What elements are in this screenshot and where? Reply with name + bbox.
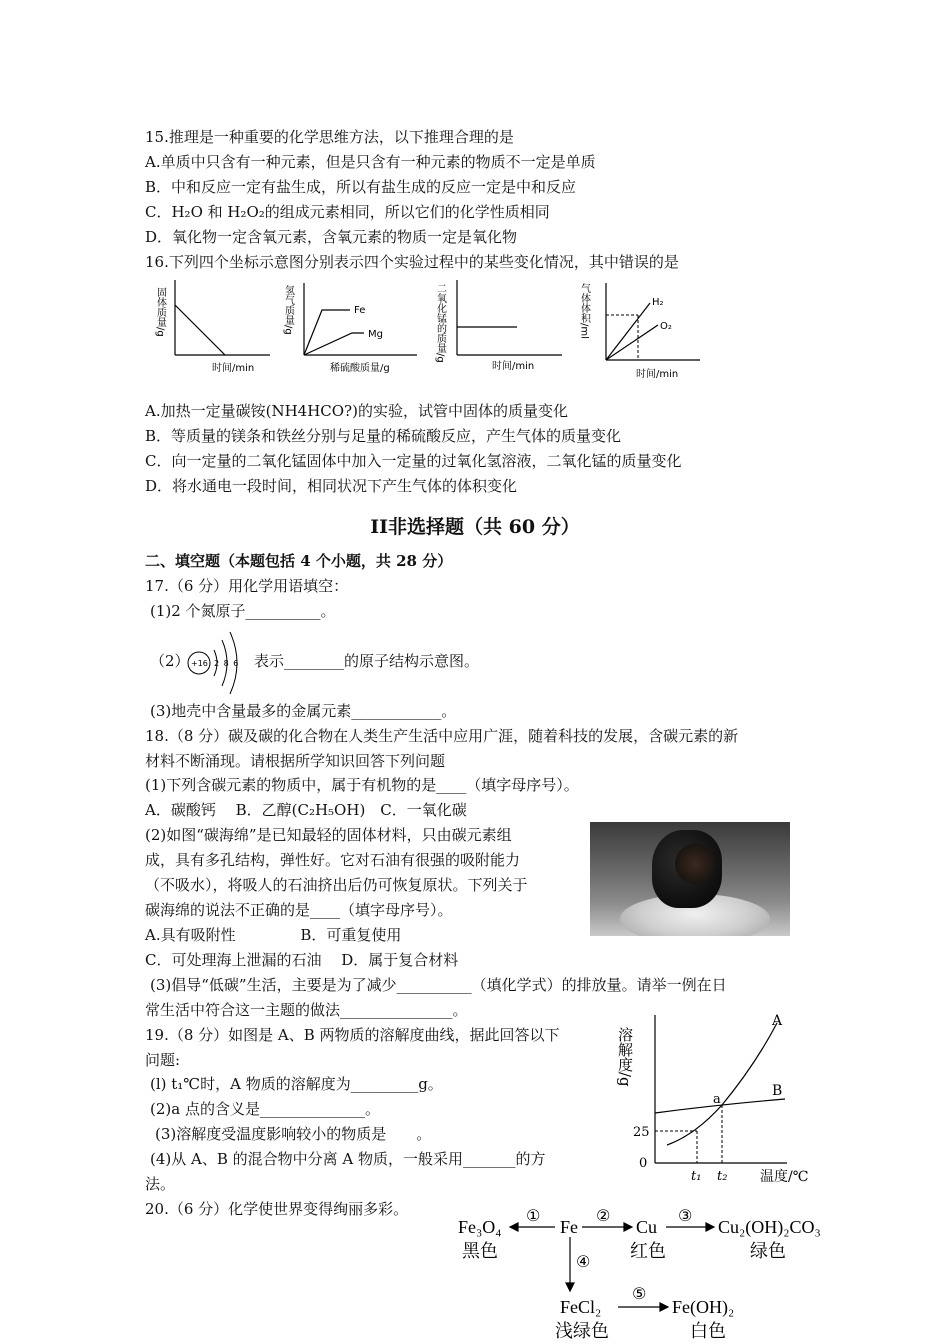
fecl2-color: 浅绿色 [555,1321,609,1341]
solubility-ylabel: 溶解度/g [616,1027,634,1087]
graph4-h2-label: H₂ [652,297,664,308]
q16-option-b: B．等质量的镁条和铁丝分别与足量的稀硫酸反应，产生气体的质量变化 [145,427,622,445]
iron-transformation-diagram [450,1195,845,1344]
graph2-fe-label: Fe [354,305,366,316]
q18-line2: 材料不断涌现。请根据所学知识回答下列问题 [145,752,446,770]
q17-stem: 17.（6 分）用化学用语填空： [145,577,349,595]
solubility-chart [615,1005,820,1190]
graph2-xlabel: 稀硫酸质量/g [330,363,390,374]
q16-option-c: C．向一定量的二氧化锰固体中加入一定量的过氧化氢溶液，二氧化锰的质量变化 [145,452,682,470]
q16-graph-3 [432,275,567,380]
q16-graph-1 [150,275,275,380]
graph2-ylabel: 氢气质量/g [282,285,294,335]
q15-option-b: B．中和反应一定有盐生成，所以有盐生成的反应一定是中和反应 [145,178,577,196]
q18-line8: 碳海绵的说法不正确的是____（填字母序号）。 [145,901,453,919]
cu-color: 红色 [630,1241,666,1261]
step-1: ① [526,1206,541,1225]
graph3-xlabel: 时间/min [492,361,535,372]
fe3o4-label: Fe₃O₄ [458,1217,502,1237]
graph4-ylabel: 气体体积/ml [578,283,590,339]
section-title: II非选择题（共 60 分） [370,516,580,538]
q18-line7: （不吸水），将吸人的石油挤出后仍可恢复原状。下列关于 [145,876,528,894]
graph1-xlabel: 时间/min [212,363,255,374]
graph1-ylabel: 固体质量/g [154,287,166,337]
q15-option-d: D．氧化物一定含氧元素，含氧元素的物质一定是氧化物 [145,228,518,246]
feoh2-color: 白色 [690,1321,726,1341]
q19-line5: (3)溶解度受温度影响较小的物质是 。 [155,1125,432,1143]
q15-option-c: C．H₂O 和 H₂O₂的组成元素相同，所以它们的化学性质相同 [145,203,550,221]
section2-title: 二、填空题（本题包括 4 个小题，共 28 分） [145,552,453,570]
feoh2-label: Fe(OH)₂ [672,1297,735,1317]
curve-a-label: A [772,1013,783,1029]
graph2-mg-label: Mg [368,329,383,340]
graph4-curve-h2 [606,303,650,360]
q18-line6: 成，具有多孔结构，弹性好。它对石油有很强的吸附能力 [145,851,521,869]
y-tick-25: 25 [633,1125,650,1140]
q16-graph-4 [578,275,708,383]
q16-option-d: D．将水通电一段时间，相同状况下产生气体的体积变化 [145,477,518,495]
graph1-curve [175,305,225,355]
atom-nucleus-label: +16 [191,659,208,668]
graph4-o2-label: O₂ [660,321,672,332]
q17-part2-suffix: 表示________的原子结构示意图。 [254,652,480,670]
graph2-curve-mg [304,333,364,355]
q16-graph-2 [282,275,422,380]
step-3: ③ [678,1206,693,1225]
q16-stem: 16.下列四个坐标示意图分别表示四个实验过程中的某些变化情况，其中错误的是 [145,253,679,271]
q18-line4: A．碳酸钙 B．乙醇(C₂H₅OH) C．一氧化碳 [145,801,467,819]
q16-option-a: A.加热一定量碳铵(NH4HCO?)的实验，试管中固体的质量变化 [145,402,568,420]
q18-line3: (1)下列含碳元素的物质中，属于有机物的是____（填字母序号）。 [145,776,579,794]
cu-label: Cu [636,1217,658,1237]
curve-b-label: B [772,1083,783,1099]
atom-structure-diagram [186,630,252,696]
t1-label: t₁ [691,1169,702,1184]
fecl2-label: FeCl₂ [560,1297,602,1317]
q20-stem: 20.（6 分）化学使世界变得绚丽多彩。 [145,1200,409,1218]
atom-shell-electrons: 2 8 6 [214,659,240,668]
graph4-xlabel: 时间/min [636,369,679,380]
q19-line6: (4)从 A、B 的混合物中分离 A 物质，一般采用_______的方 [150,1150,546,1168]
carbon-sponge-photo [590,822,790,936]
q17-part3: (3)地壳中含量最多的金属元素____________。 [150,702,457,720]
step-2: ② [596,1206,611,1225]
q19-line1: 19.（8 分）如图是 A、B 两物质的溶解度曲线，据此回答以下 [145,1026,560,1044]
graph2-curve-fe [304,310,350,355]
q15-option-a: A.单质中只含有一种元素，但是只含有一种元素的物质不一定是单质 [145,153,596,171]
cu2oh2co3-color: 绿色 [750,1241,786,1261]
q17-part2-prefix: （2） [150,652,190,670]
q18-line9: A.具有吸附性 B．可重复使用 [145,926,402,944]
fe3o4-color: 黑色 [462,1241,498,1261]
t2-label: t₂ [717,1169,728,1184]
q15-stem: 15.推理是一种重要的化学思维方法，以下推理合理的是 [145,128,514,146]
q18-line12: 常生活中符合这一主题的做法_______________。 [145,1001,468,1019]
point-a-label: a [713,1092,721,1107]
step-4: ④ [576,1252,591,1271]
q17-part1: (1)2 个氮原子__________。 [150,602,336,620]
step-5: ⑤ [632,1284,647,1303]
cu2oh2co3-label: Cu₂(OH)₂CO₃ [718,1217,821,1237]
q19-line3: (l) t₁℃时，A 物质的溶解度为_________g。 [150,1075,443,1093]
q18-line10: C．可处理海上泄漏的石油 D．属于复合材料 [145,951,459,969]
fe-label: Fe [560,1217,578,1237]
solubility-xlabel: 温度/℃ [760,1169,809,1185]
q19-line4: (2)a 点的含义是______________。 [150,1100,380,1118]
origin-label: 0 [639,1156,648,1171]
q19-line7: 法。 [145,1175,176,1193]
q18-line5: (2)如图“碳海绵”是已知最轻的固体材料，只由碳元素组 [145,826,512,844]
q18-line1: 18.（8 分）碳及碳的化合物在人类生产生活中应用广涯，随着科技的发展，含碳元素的新 [145,727,739,745]
graph4-curve-o2 [606,325,658,360]
q19-line2: 问题: [145,1051,181,1069]
q18-line11: (3)倡导“低碳”生活，主要是为了减少__________（填化学式）的排放量。请举一例在日 [150,976,727,994]
graph3-ylabel: 二氧化锰的质量/g [434,283,446,363]
